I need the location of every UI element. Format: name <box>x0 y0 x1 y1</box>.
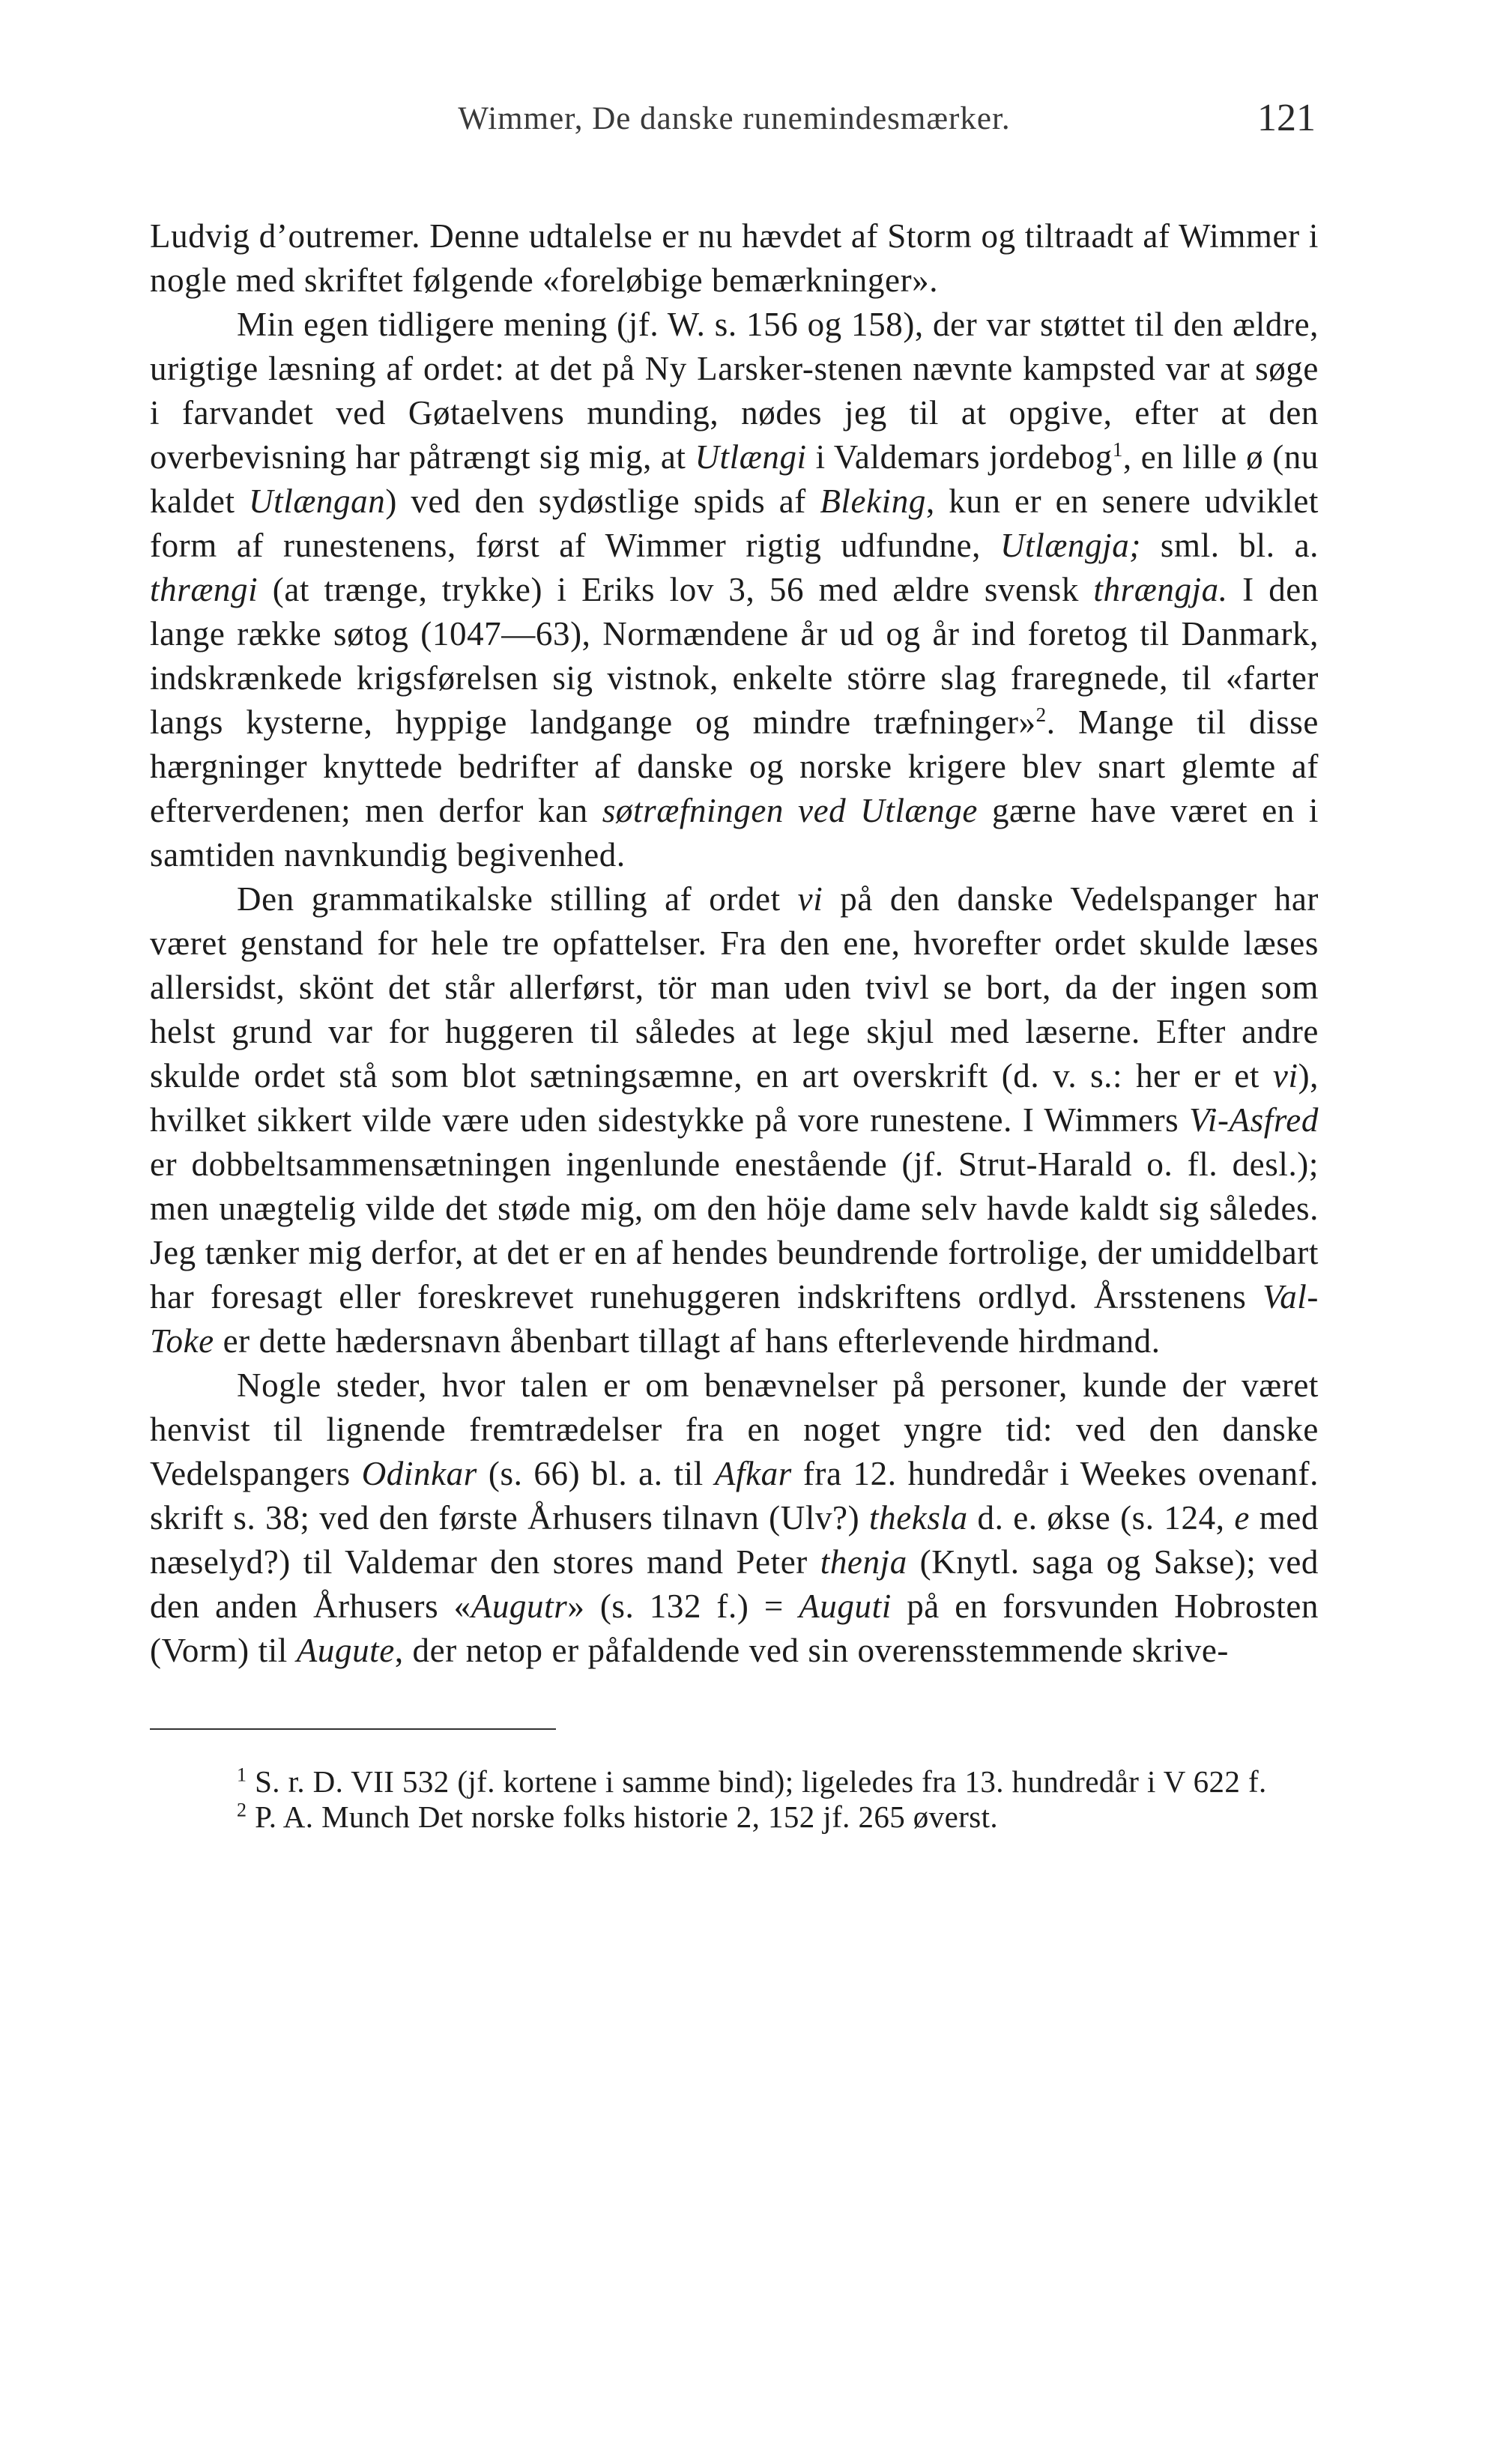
text-run: (at trænge, trykke) i Eriks lov 3, 56 med ældre svensk <box>272 571 1079 608</box>
paragraph-2 <box>150 303 1319 877</box>
footnote-ref-2[interactable]: 2 <box>1035 703 1047 726</box>
text-run: gærne have været en i samtiden navnkundig begivenhed. <box>150 792 1319 874</box>
paragraph-4 <box>150 1363 1319 1673</box>
italic-term: Utlængi <box>695 438 807 476</box>
text-run: ) ved den sydøstlige spids af <box>385 482 806 520</box>
paragraph-3 <box>150 877 1319 1363</box>
text-run: på den danske Vedelspanger har været genstand for hele tre opfattelser. Fra den ene, hvorefter ordet skulde læses allersidst, skönt det står allerførst, tör man uden tvivl se bort, da der ingen som helst grund var for huggeren til således at lege skjul med læserne. Efter andre skulde ordet stå som blot sætningsæmne, en art overskrift (d. v. s.: her er et <box>150 880 1319 1095</box>
text-run: i Valdemars jordebog <box>815 438 1113 476</box>
text-run: » (s. 132 f.) = <box>567 1587 784 1625</box>
footnote-2 <box>150 1799 1319 1835</box>
text-run: med næselyd?) til Valdemar den stores mand Peter <box>150 1499 1319 1581</box>
paragraph-1 <box>150 214 1319 303</box>
footnote-1-marker: 1 <box>237 1764 247 1786</box>
footnote-ref-1[interactable]: 1 <box>1112 438 1123 461</box>
text-run: , kun er en senere udviklet form af runestenens, først af Wimmer rigtig udfundne, <box>150 482 1319 564</box>
italic-term: Val-Toke <box>150 1278 1319 1360</box>
italic-term: Augute <box>296 1632 395 1669</box>
running-title: Wimmer, De danske runemindesmærker. <box>458 101 1011 136</box>
footnote-1 <box>150 1764 1319 1799</box>
text-run: er dobbeltsammensætningen ingenlunde enestående (jf. Strut-Harald o. fl. desl.); men unægtelig vilde det støde mig, om den höje dame selv havde kaldt sig således. Jeg tænker mig derfor, at det er en af hendes beundrende fortrolige, der umiddelbart har foresagt eller foreskrevet runehuggeren indskriftens ordlyd. Årsstenens <box>150 1145 1319 1316</box>
italic-term: vi <box>797 880 823 918</box>
footnote-1-text: S. r. D. VII 532 (jf. kortene i samme bind); ligeledes fra 13. hundredår i V 622 f. <box>255 1764 1267 1799</box>
footnote-2-text: P. A. Munch Det norske folks historie 2, 152 jf. 265 øverst. <box>255 1799 999 1834</box>
page-header <box>150 96 1319 156</box>
italic-term: Augutr <box>471 1587 568 1625</box>
text-run: fra 12. hundredår i Weekes ovenanf. skrift s. 38; ved den første Århusers tilnavn (Ulv?) <box>150 1455 1319 1537</box>
italic-term: Vi-Asfred <box>1189 1101 1319 1139</box>
italic-term: Afkar <box>714 1455 792 1492</box>
text-run: sml. bl. a. <box>1160 527 1319 564</box>
italic-term: Utlængja; <box>1000 527 1141 564</box>
text-run: , der netop er påfaldende ved sin overensstemmende skrive- <box>394 1632 1230 1669</box>
italic-term: Utlængan <box>249 482 386 520</box>
footnote-separator <box>150 1728 556 1730</box>
text-run: Nogle steder, hvor talen er om benævnelser på personer, kunde der været henvist til lignende fremtrædelser fra en noget yngre tid: ved den danske Vedelspangers <box>150 1366 1319 1492</box>
page <box>150 96 1319 1835</box>
italic-term: Auguti <box>799 1587 892 1625</box>
body-text <box>150 214 1319 1673</box>
italic-term: vi <box>1272 1057 1298 1095</box>
page-number: 121 <box>1257 97 1316 139</box>
text-run: (Knytl. saga og Sakse); ved den anden Århusers « <box>150 1543 1319 1625</box>
text-run: I den lange række søtog (1047—63), Normændene år ud og år ind foretog til Danmark, indskrænkede krigsførelsen sig vistnok, enkelte större slag fraregnede, til «farter langs kysterne, hyppige landgange og mindre træfninger» <box>150 571 1319 741</box>
text-run: Min egen tidligere mening (jf. W. s. 156 og 158), der var støttet til den ældre, urigtige læsning af ordet: at det på Ny Larsker-stenen nævnte kampsted var at søge i farvandet ved Gøtaelvens munding, nødes jeg til at opgive, efter at den overbevisning har påtrængt sig mig, at <box>150 306 1319 476</box>
text-run: ), hvilket sikkert vilde være uden sidestykke på vore runestene. I Wimmers <box>150 1057 1319 1139</box>
italic-term: Bleking <box>820 482 926 520</box>
italic-term: thenja <box>820 1543 907 1581</box>
text-run: er dette hædersnavn åbenbart tillagt af hans efterlevende hirdmand. <box>223 1322 1161 1360</box>
italic-term: søtræfningen ved Utlænge <box>602 792 978 829</box>
text-run: , en lille ø (nu kaldet <box>150 438 1319 520</box>
text-run: d. e. økse (s. 124, <box>977 1499 1225 1537</box>
paragraph-1-text: Ludvig d’outremer. Denne udtalelse er nu hævdet af Storm og tiltraadt af Wimmer i nogle med skriftet følgende «foreløbige bemærkninger». <box>150 217 1319 299</box>
italic-term: theksla <box>869 1499 968 1537</box>
footnote-2-marker: 2 <box>237 1799 247 1821</box>
text-run: . Mange til disse hærgninger knyttede bedrifter af danske og norske krigere blev snart glemte af efterverdenen; men derfor kan <box>150 703 1319 829</box>
italic-term: thrængi <box>150 571 258 608</box>
text-run: (s. 66) bl. a. til <box>488 1455 704 1492</box>
text-run: på en forsvunden Hobrosten (Vorm) til <box>150 1587 1319 1669</box>
italic-term: Odinkar <box>361 1455 477 1492</box>
text-run: Den grammatikalske stilling af ordet <box>237 880 781 918</box>
footnotes <box>150 1764 1319 1835</box>
italic-term: thrængja. <box>1093 571 1228 608</box>
italic-term: e <box>1234 1499 1250 1537</box>
